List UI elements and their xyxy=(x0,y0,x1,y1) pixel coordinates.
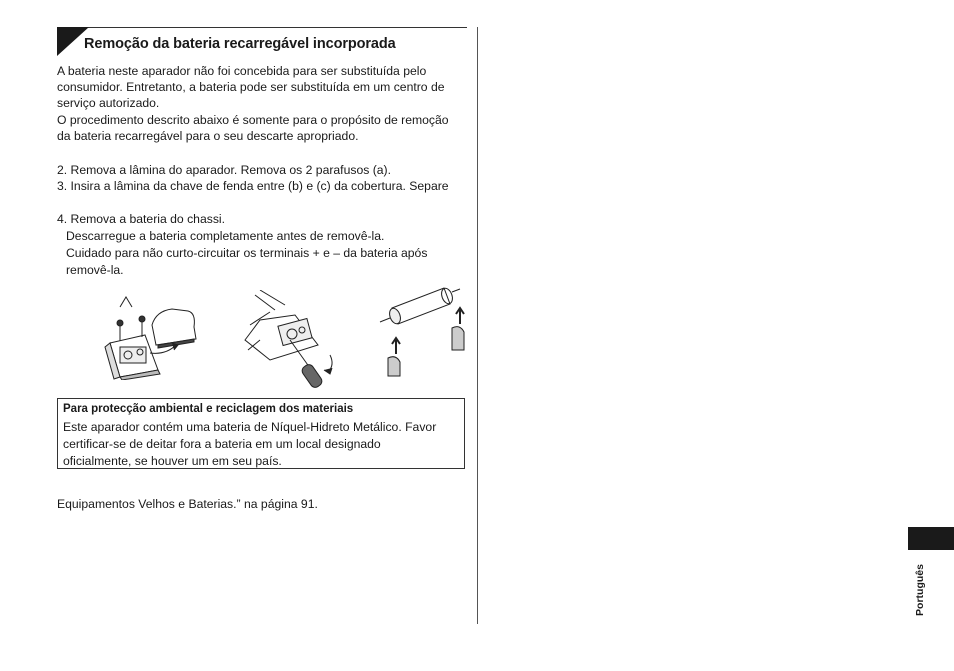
intro-line: consumidor. Entretanto, a bateria pode ser substituída em um centro de xyxy=(57,80,445,94)
intro-line: A bateria neste aparador não foi concebida para ser substituída pelo xyxy=(57,64,427,78)
language-label-text: Português xyxy=(914,564,926,616)
notice-line: certificar-se de deitar fora a bateria em um local designado xyxy=(63,437,381,451)
footer-reference: Equipamentos Velhos e Baterias.” na página 91. xyxy=(57,497,318,511)
section-title: Remoção da bateria recarregável incorporada xyxy=(84,36,396,52)
header-rule xyxy=(57,27,467,28)
step-4-note: Descarregue a bateria completamente antes de removê-la. xyxy=(66,229,385,243)
language-tab-marker xyxy=(908,527,954,550)
illustration-remove-screws xyxy=(80,295,205,380)
step-3: 3. Insira a lâmina da chave de fenda entre (b) e (c) da cobertura. Separe xyxy=(57,179,449,193)
intro-line: da bateria recarregável para o seu descarte apropriado. xyxy=(57,129,359,143)
intro-line: serviço autorizado. xyxy=(57,96,160,110)
notice-line: Este aparador contém uma bateria de Níquel-Hidreto Metálico. Favor xyxy=(63,420,437,434)
notice-text xyxy=(63,419,436,470)
column-divider xyxy=(477,27,478,624)
intro-line: O procedimento descrito abaixo é somente para o propósito de remoção xyxy=(57,113,449,127)
step-4: 4. Remova a bateria do chassi. xyxy=(57,212,226,226)
step-2: 2. Remova a lâmina do aparador. Remova os 2 parafusos (a). xyxy=(57,163,391,177)
notice-line: oficialmente, se houver um em seu país. xyxy=(63,454,282,468)
illustration-screwdriver-pry xyxy=(240,290,360,390)
notice-title: Para protecção ambiental e reciclagem dos materiais xyxy=(63,403,354,415)
step-4-note: Cuidado para não curto-circuitar os terminais + e – da bateria após xyxy=(66,246,428,260)
language-side-label xyxy=(913,560,927,620)
step-4-note: removê-la. xyxy=(66,263,124,277)
illustration-remove-battery xyxy=(378,280,470,380)
